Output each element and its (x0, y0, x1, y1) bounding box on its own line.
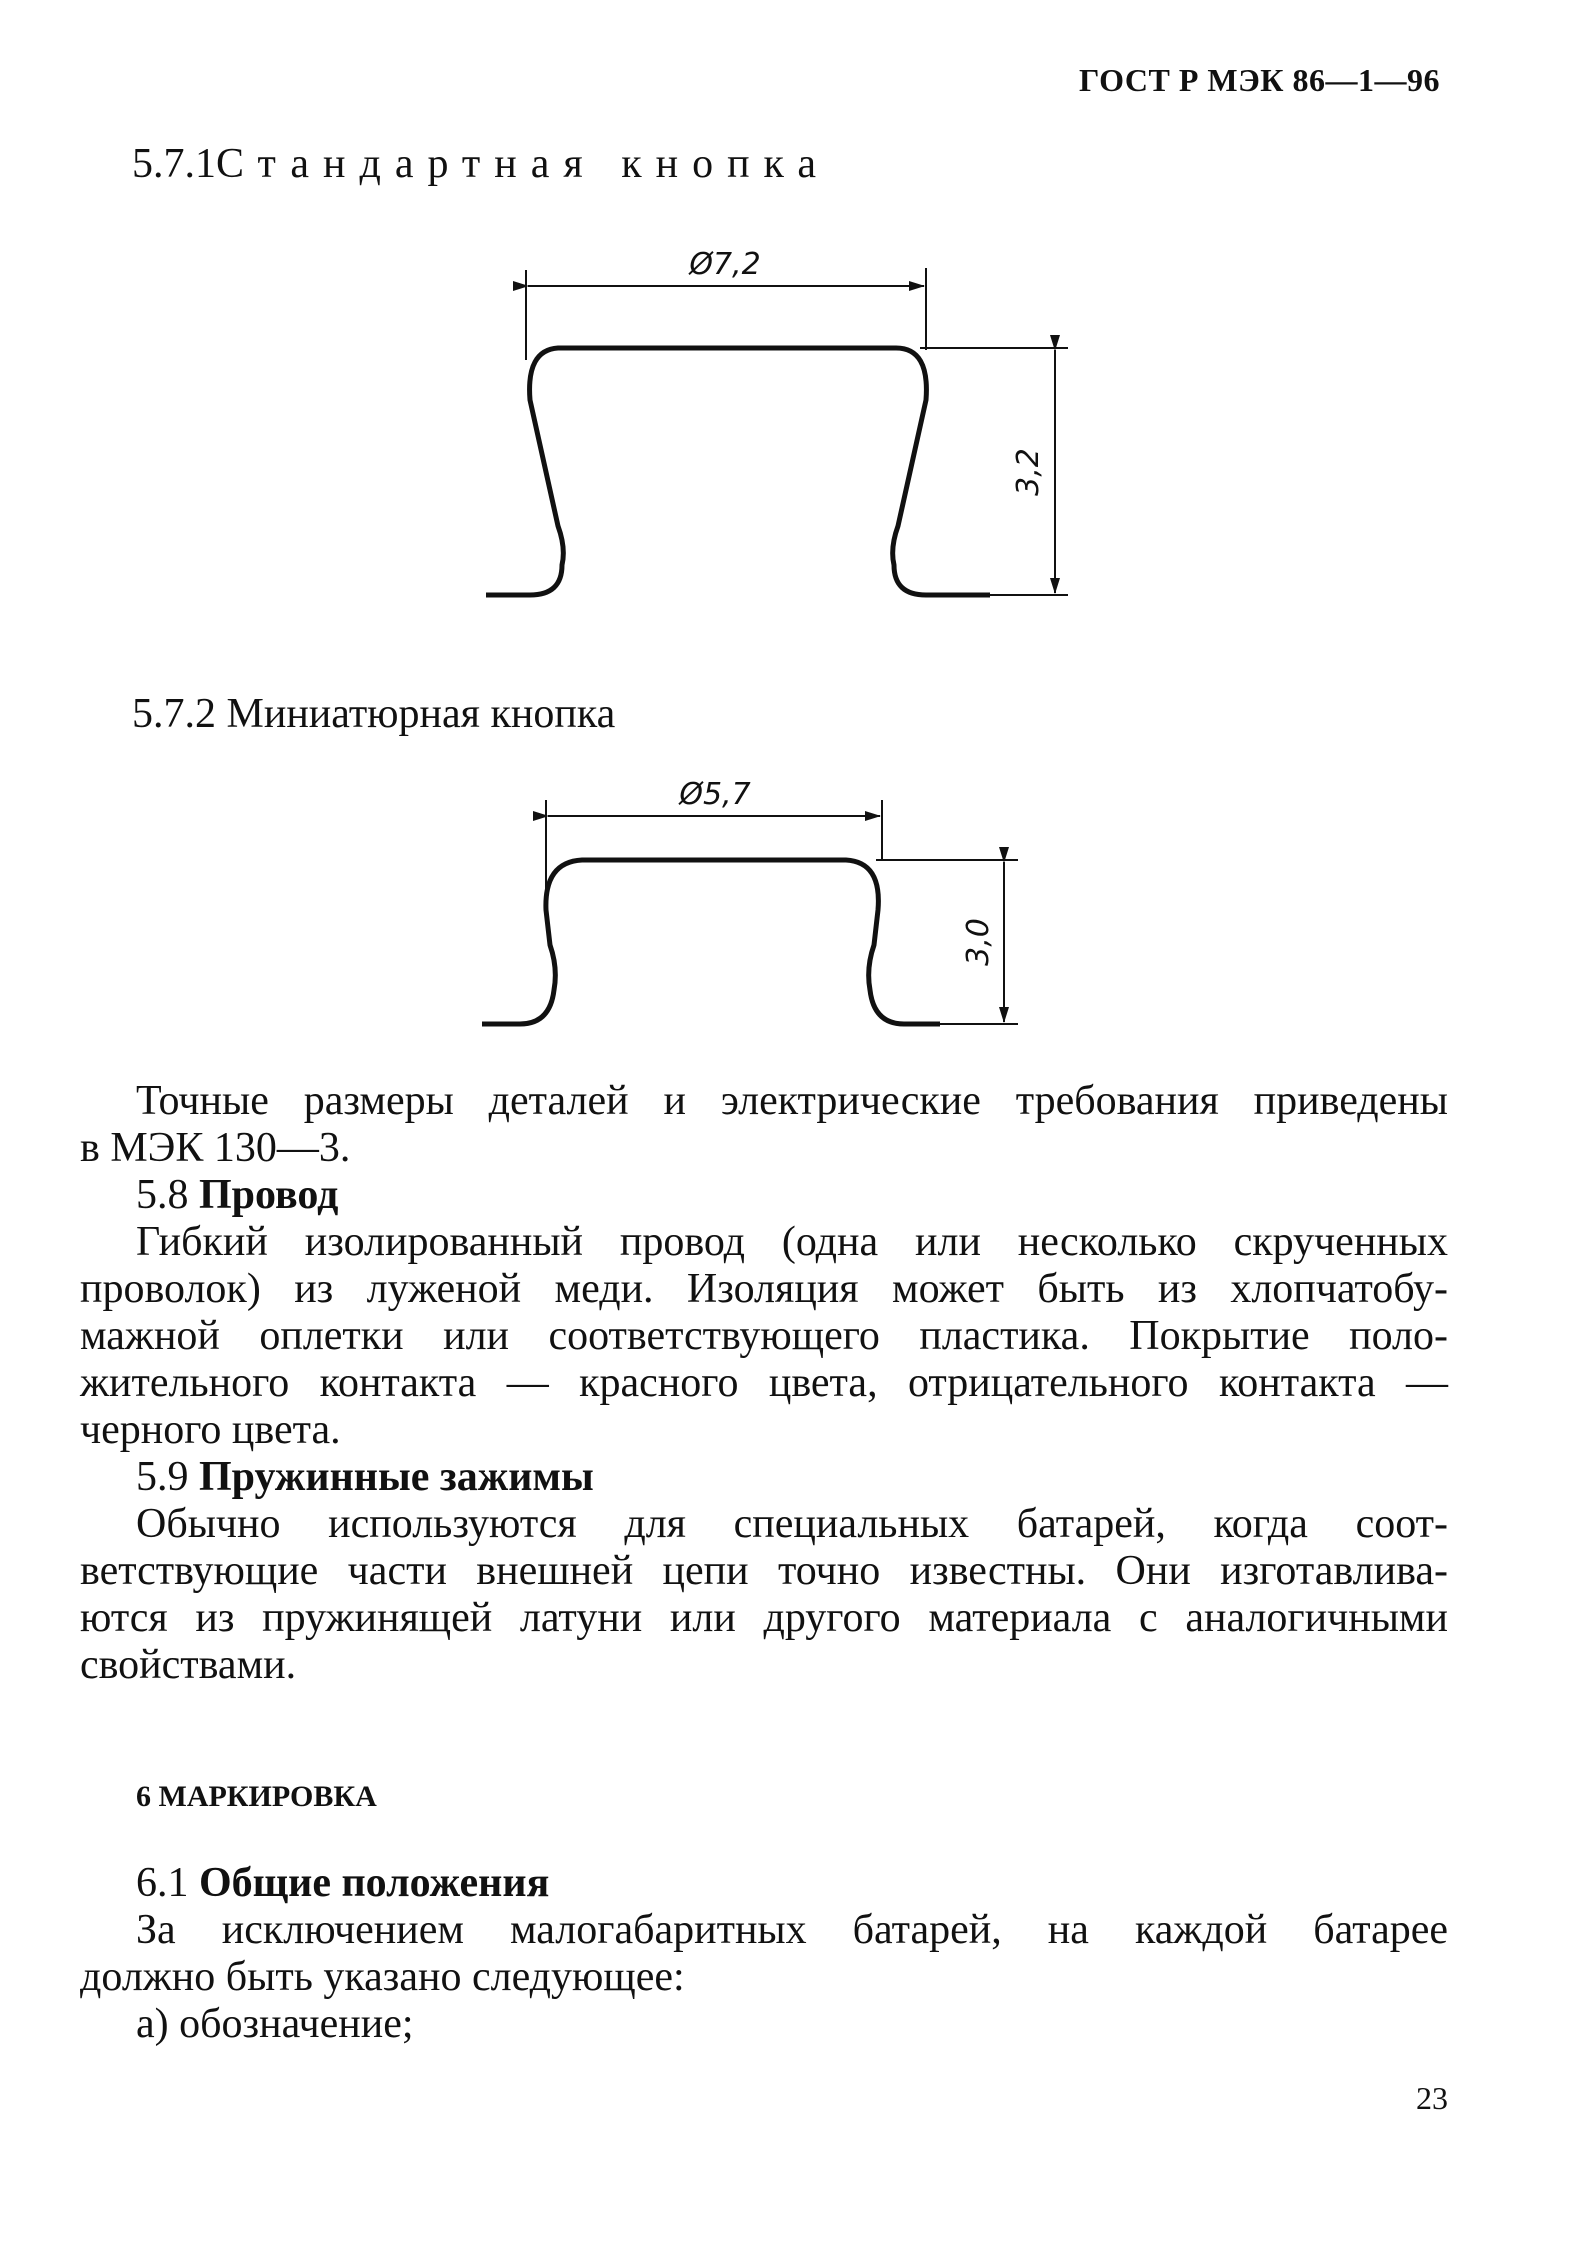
section-59-heading (80, 1454, 1448, 1501)
section-58-number: 5.8 (136, 1172, 189, 1218)
diameter-label: Ø7,2 (689, 247, 761, 282)
document-code: ГОСТ Р МЭК 86—1—96 (1079, 62, 1440, 98)
paragraph-2-line-4: жительного контакта — красного цвета, отрицательного контакта — (80, 1360, 1448, 1406)
section-59-number: 5.9 (136, 1454, 189, 1500)
section-571-number: 5.7.1 (132, 141, 216, 187)
standard-button-drawing (470, 230, 1090, 610)
section-572-number: 5.7.2 (132, 691, 216, 737)
paragraph-2-line-2: проволок) из луженой меди. Изоляция может быть из хлопчатобу- (80, 1266, 1448, 1312)
paragraph-3-line-3: ются из пружинящей латуни или другого материала с аналогичными (80, 1595, 1448, 1641)
paragraph-3-line-1: Обычно используются для специальных батарей, когда соот- (136, 1501, 1448, 1547)
chapter-6-heading: 6 МАРКИРОВКА (136, 1780, 377, 1813)
paragraph-2-line-5: черного цвета. (80, 1407, 341, 1453)
section-572-heading (132, 690, 615, 738)
section-59-title: Пружинные зажимы (199, 1454, 594, 1500)
body-text-block (80, 1078, 1448, 1689)
paragraph-2-line-3: мажной оплетки или соответствующего пластика. Покрытие поло- (80, 1313, 1448, 1359)
section-61-heading (80, 1860, 1448, 1907)
button-profile (486, 348, 990, 595)
miniature-button-drawing (470, 777, 1050, 1040)
height-label: 3,2 (1011, 448, 1046, 496)
section-61-number: 6.1 (136, 1860, 189, 1906)
paragraph-4-line-1: За исключением малогабаритных батарей, на каждой батарее (136, 1907, 1448, 1953)
section-61-title: Общие положения (199, 1860, 550, 1906)
page-number: 23 (1416, 2080, 1448, 2116)
paragraph-1-line-1: Точные размеры деталей и электрические требования приведены (136, 1078, 1448, 1124)
section-572-title: Миниатюрная кнопка (226, 691, 616, 737)
paragraph-3-line-4: свойствами. (80, 1642, 297, 1688)
section-58-heading (80, 1172, 1448, 1219)
section-61-block (80, 1860, 1448, 2048)
height-label: 3,0 (961, 918, 996, 966)
paragraph-4-line-2: должно быть указано следующее: (80, 1954, 685, 2000)
paragraph-2-line-1: Гибкий изолированный провод (одна или несколько скрученных (136, 1219, 1448, 1265)
paragraph-1-line-2: в МЭК 130—3. (80, 1125, 351, 1171)
button-profile (482, 860, 940, 1024)
section-58-title: Провод (199, 1172, 339, 1218)
section-571-title: Стандартная кнопка (216, 141, 830, 187)
diameter-label: Ø5,7 (679, 777, 751, 812)
list-item-a: а) обозначение; (136, 2001, 414, 2047)
section-571-heading (132, 140, 830, 188)
paragraph-3-line-2: ветствующие части внешней цепи точно известны. Они изготавлива- (80, 1548, 1448, 1594)
